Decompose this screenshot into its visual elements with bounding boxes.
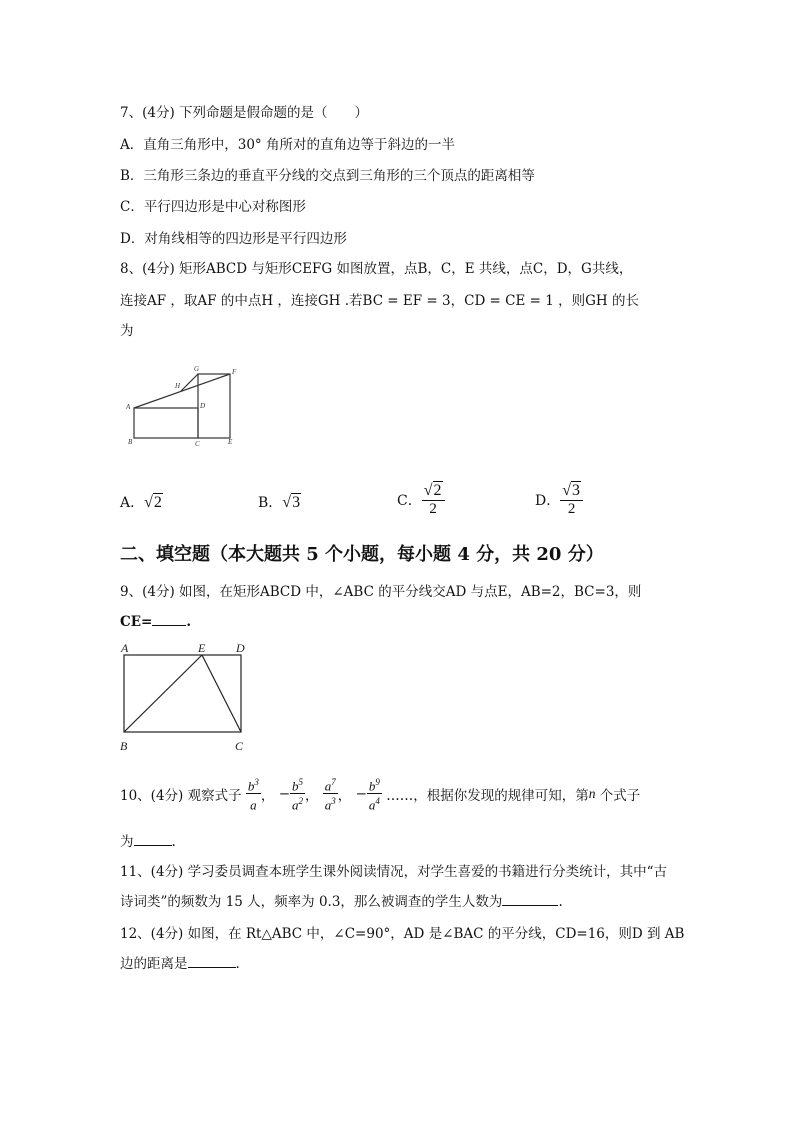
q7-option-a: A．直角三角形中，30° 角所对的直角边等于斜边的一半 [120,137,455,153]
q12-line1: 12、(4分) 如图，在 Rt△ABC 中，∠C=90°，AD 是∠BAC 的平分线，CD=16，则D 到 AB [120,926,685,942]
q8-label-e: E [228,438,233,446]
q10-line2: 为 . [120,834,176,850]
q8-option-a: A．√2 [120,494,162,511]
q9-label-a: A [121,641,129,655]
q11-line2: 诗词类”的频数为 15 人，频率为 0.3，那么被调查的学生人数为 . [120,894,563,910]
q8-label-c: C [195,440,200,448]
q7-stem: 7、(4分) 下列命题是假命题的是（ ） [120,105,369,121]
q10-line1: 10、(4分) 观察式子 $\frac{b^3}{a}$ ， − $\frac{b^5}{a^2}$ ， $\frac{a^7}{a^3}$ ， − $\frac{b^9}{a^4}$ ……，根据你发现的规律可知，第n 个式子 [120,777,641,813]
q8-label-f: F [232,368,237,376]
q7-option-b: B．三角形三条边的垂直平分线的交点到三角形的三个顶点的距离相等 [120,168,535,184]
section-title: 二、填空题（本大题共 5 个小题，每小题 4 分，共 20 分） [120,544,604,565]
sqrt-symbol: √2 [423,482,442,499]
q12-line2: 边的距离是 . [120,956,240,972]
q9-figure [116,640,256,755]
sqrt-symbol: √3 [282,494,301,511]
q8-option-d: D． $\frac{√3}{2}$ [535,482,583,518]
q9-label-d: D [236,641,245,655]
q9-line2: CE= . [120,614,192,630]
sqrt-symbol: √2 [144,494,162,511]
q8-label-a: A [126,403,131,411]
q9-label-b: B [120,739,128,753]
q7-option-c: C．平行四边形是中心对称图形 [120,199,306,215]
q9-label-e: E [198,641,206,655]
q8-option-b: B．√3 [258,494,301,511]
q8-label-d: D [200,402,206,410]
q8-figure [120,362,260,452]
q8-line3: 为 [120,323,134,339]
q7-option-d: D．对角线相等的四边形是平行四边形 [120,231,347,247]
q8-line2: 连接AF ，取AF 的中点H ，连接GH .若BC = EF = 3，CD = CE = 1 ，则GH 的长 [120,293,639,309]
sqrt-symbol: √3 [562,482,581,499]
q9-label-c: C [235,739,244,753]
q9-line1: 9、(4分) 如图，在矩形ABCD 中，∠ABC 的平分线交AD 与点E，AB=2，BC=3，则 [120,584,642,600]
q8-line1: 8、(4分) 矩形ABCD 与矩形CEFG 如图放置，点B，C，E 共线，点C，D，G共线， [120,261,633,277]
answer-blank[interactable] [152,613,186,626]
q8-label-h: H [175,382,181,390]
answer-blank[interactable] [134,833,172,846]
answer-blank[interactable] [188,955,236,968]
q8-option-c: C． $\frac{√2}{2}$ [397,482,445,518]
answer-blank[interactable] [502,893,558,906]
q8-label-g: G [194,365,200,373]
q8-label-b: B [128,438,133,446]
q11-line1: 11、(4分) 学习委员调查本班学生课外阅读情况，对学生喜爱的书籍进行分类统计，其中“古 [120,864,667,880]
